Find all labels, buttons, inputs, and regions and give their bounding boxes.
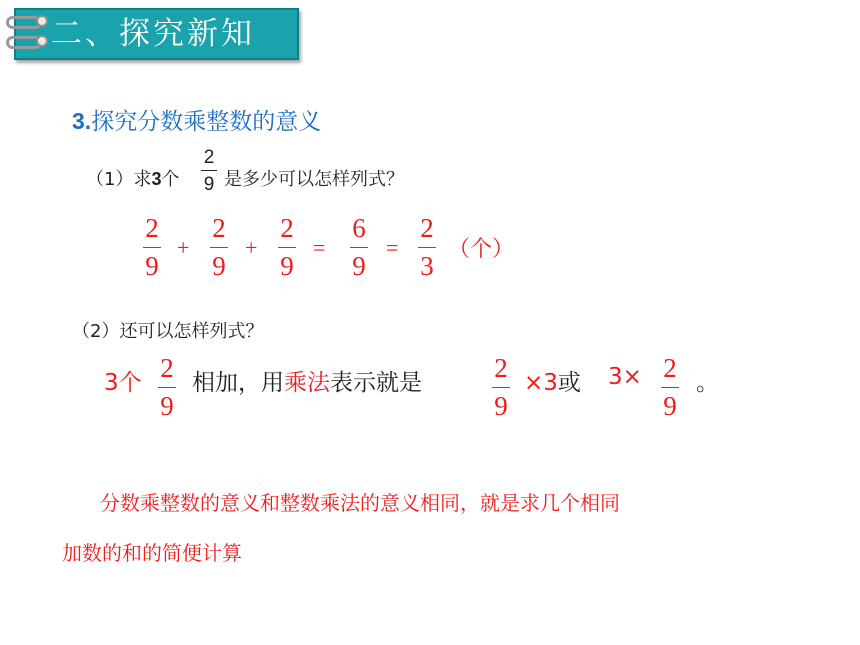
- question-1-count: 3: [151, 169, 162, 189]
- summary-line-2: 加数的和的简便计算: [62, 541, 242, 565]
- answer-text: 相加，用: [192, 370, 284, 396]
- answer-period: 。: [696, 370, 719, 396]
- answer-fraction-3: [661, 355, 679, 420]
- fraction-numerator: 2: [160, 353, 174, 383]
- fraction-bar: [158, 387, 176, 388]
- answer-times: [524, 364, 581, 397]
- fraction-bar: [278, 247, 296, 248]
- fraction-denominator: 3: [420, 251, 434, 281]
- question-1: [86, 165, 179, 191]
- question-1-prefix: （1）求: [86, 169, 152, 190]
- summary-line-1: 分数乘整数的意义和整数乘法的意义相同，就是求几个相同: [100, 491, 620, 515]
- question-2: （2）还可以怎样列式？: [72, 321, 264, 342]
- section-header: [14, 8, 299, 60]
- answer-middle: [192, 364, 422, 397]
- plus-sign: +: [177, 235, 190, 260]
- equation-fraction-2: [210, 215, 228, 280]
- fraction-numerator: 2: [203, 147, 215, 168]
- fraction-denominator: 9: [203, 174, 215, 195]
- plus-sign: +: [245, 235, 258, 260]
- equation-fraction-5: [418, 215, 436, 280]
- answer-multiplier: 3×: [608, 364, 642, 390]
- answer-text: 表示就是: [330, 370, 422, 396]
- fraction-numerator: 2: [663, 353, 677, 383]
- question-1-unit: 个: [161, 169, 180, 190]
- fraction-numerator: 2: [420, 213, 434, 243]
- fraction-bar: [143, 247, 161, 248]
- fraction-bar: [201, 170, 217, 171]
- fraction-bar: [210, 247, 228, 248]
- equation-fraction-1: [143, 215, 161, 280]
- answer-lead: [104, 364, 142, 397]
- answer-times-2: [608, 364, 642, 390]
- fraction-denominator: 9: [494, 391, 508, 421]
- fraction-numerator: 2: [280, 213, 294, 243]
- answer-multiplier: ×3: [524, 370, 558, 396]
- section-title: [72, 103, 321, 136]
- fraction-bar: [350, 247, 368, 248]
- question-1-fraction: [201, 148, 217, 194]
- fraction-denominator: 9: [145, 251, 159, 281]
- fraction-numerator: 2: [494, 353, 508, 383]
- fraction-numerator: 6: [352, 213, 366, 243]
- section-number: 3.: [72, 108, 92, 134]
- answer-fraction-1: [158, 355, 176, 420]
- fraction-denominator: 9: [663, 391, 677, 421]
- fraction-bar: [661, 387, 679, 388]
- answer-keyword: 乘法: [284, 370, 330, 396]
- section-title-text: 探究分数乘整数的意义: [91, 109, 322, 135]
- answer-count: 3个: [104, 370, 142, 396]
- equals-sign: =: [313, 235, 326, 260]
- answer-or: 或: [557, 370, 581, 396]
- fraction-denominator: 9: [352, 251, 366, 281]
- fraction-denominator: 9: [160, 391, 174, 421]
- fraction-numerator: 2: [145, 213, 159, 243]
- equals-sign: =: [386, 235, 399, 260]
- equation-unit: （个）: [448, 237, 515, 262]
- fraction-bar: [418, 247, 436, 248]
- equation-fraction-3: [278, 215, 296, 280]
- question-1-suffix: 是多少可以怎样列式？: [224, 169, 404, 190]
- answer-fraction-2: [492, 355, 510, 420]
- binder-hole-icon: [36, 15, 48, 27]
- fraction-denominator: 9: [212, 251, 226, 281]
- fraction-bar: [492, 387, 510, 388]
- fraction-numerator: 2: [212, 213, 226, 243]
- binder-hole-icon: [36, 35, 48, 47]
- fraction-denominator: 9: [280, 251, 294, 281]
- header-title: 二、探究新知: [51, 16, 255, 52]
- equation-fraction-4: [350, 215, 368, 280]
